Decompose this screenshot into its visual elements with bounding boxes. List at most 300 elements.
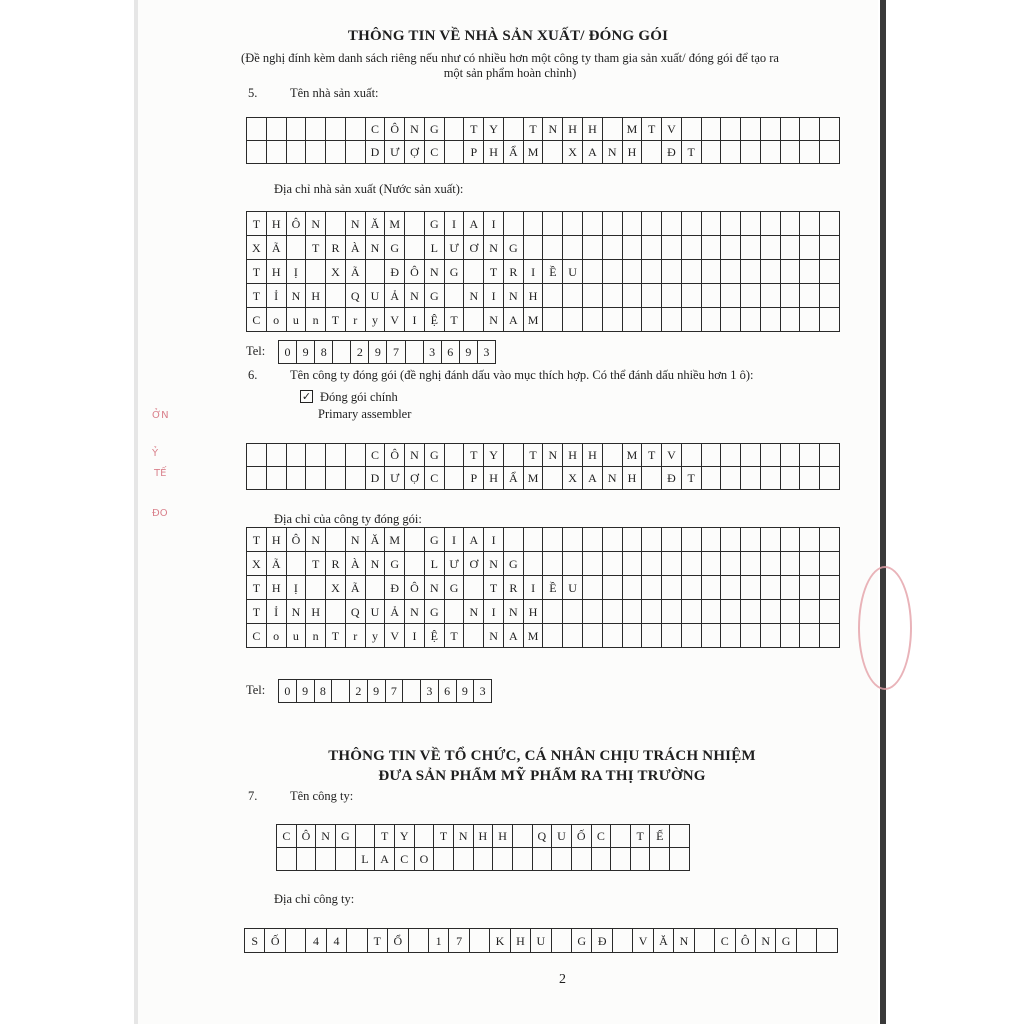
g7name-cell: A xyxy=(375,848,395,871)
assembler-tel-grid xyxy=(278,679,492,703)
g5name-row xyxy=(247,118,840,141)
g6addr-cell xyxy=(741,528,761,552)
g6addr-cell: N xyxy=(365,552,385,576)
g5addr-cell: G xyxy=(385,236,405,260)
g5addr-cell: n xyxy=(306,308,326,332)
g6addr-cell: Q xyxy=(345,600,365,624)
g5name-cell: T xyxy=(464,118,484,141)
g7addr-cell: 4 xyxy=(326,929,346,953)
g5name-cell xyxy=(780,118,800,141)
g6addr-cell xyxy=(583,624,603,648)
g6addr-cell xyxy=(820,624,840,648)
g5name-cell xyxy=(642,141,662,164)
g5addr-cell: G xyxy=(503,236,523,260)
g6addr-row xyxy=(247,528,840,552)
g7name-cell xyxy=(630,848,650,871)
g6addr-cell xyxy=(543,600,563,624)
g5addr-cell xyxy=(800,260,820,284)
tel2-cell: 9 xyxy=(296,680,314,703)
tel1-cell: 2 xyxy=(351,341,369,364)
g6name-cell: Ẩ xyxy=(503,467,523,490)
g5addr-cell xyxy=(642,284,662,308)
g5addr-cell xyxy=(800,308,820,332)
g6addr-cell: V xyxy=(385,624,405,648)
tel2-cell: 7 xyxy=(385,680,403,703)
g5addr-cell xyxy=(820,308,840,332)
g5name-cell xyxy=(780,141,800,164)
g5name-cell: V xyxy=(662,118,682,141)
tel1-cell: 6 xyxy=(441,341,459,364)
g6addr-cell xyxy=(622,624,642,648)
g5addr-cell: M xyxy=(523,308,543,332)
g7addr-cell: Ă xyxy=(653,929,673,953)
g5name-cell: H xyxy=(622,141,642,164)
g6addr-cell: À xyxy=(345,552,365,576)
g6addr-cell xyxy=(800,624,820,648)
g6addr-cell xyxy=(563,600,583,624)
g5addr-cell: H xyxy=(523,284,543,308)
g6addr-cell xyxy=(602,600,622,624)
tel1-row xyxy=(279,341,496,364)
g5addr-cell: T xyxy=(444,308,464,332)
g5addr-cell xyxy=(681,212,701,236)
g6addr-cell xyxy=(662,552,682,576)
g5name-cell xyxy=(701,118,721,141)
g6name-row xyxy=(247,444,840,467)
stamp-glyph-left-4: ĐO xyxy=(152,508,168,519)
g6name-cell xyxy=(345,467,365,490)
g6addr-cell: I xyxy=(484,600,504,624)
g5addr-cell xyxy=(701,260,721,284)
g6addr-cell xyxy=(820,552,840,576)
tel1-cell: 0 xyxy=(279,341,297,364)
g5addr-cell: N xyxy=(345,212,365,236)
g6name-cell: C xyxy=(365,444,385,467)
g6name-cell xyxy=(247,444,267,467)
g5addr-cell: X xyxy=(326,260,346,284)
g5addr-cell: Ệ xyxy=(424,308,444,332)
g6name-cell xyxy=(444,444,464,467)
g5addr-cell: G xyxy=(424,284,444,308)
g6name-cell: H xyxy=(622,467,642,490)
g5addr-cell: U xyxy=(563,260,583,284)
g6addr-cell: G xyxy=(424,600,444,624)
g6addr-cell xyxy=(820,600,840,624)
g6name-cell xyxy=(721,444,741,467)
g5addr-cell xyxy=(543,284,563,308)
g6addr-cell xyxy=(583,528,603,552)
section-title-responsible-party-line-1: THÔNG TIN VỀ TỔ CHỨC, CÁ NHÂN CHỊU TRÁCH NHIỆM xyxy=(328,748,756,764)
g6addr-cell xyxy=(721,552,741,576)
g7addr-cell xyxy=(694,929,714,953)
g6addr-cell xyxy=(760,576,780,600)
g5name-cell xyxy=(345,118,365,141)
g7addr-cell: Đ xyxy=(592,929,612,953)
g6name-cell xyxy=(681,444,701,467)
g6name-cell: P xyxy=(464,467,484,490)
g7addr-cell xyxy=(285,929,305,953)
g6name-cell: G xyxy=(424,444,444,467)
g6addr-cell: y xyxy=(365,624,385,648)
g6addr-cell xyxy=(780,528,800,552)
g5addr-cell: C xyxy=(247,308,267,332)
g5addr-cell xyxy=(780,284,800,308)
g5addr-cell: I xyxy=(405,308,425,332)
g6addr-cell: H xyxy=(266,528,286,552)
tel1-cell: 3 xyxy=(423,341,441,364)
g6addr-cell xyxy=(760,552,780,576)
g5name-cell: M xyxy=(523,141,543,164)
assembler-name-grid xyxy=(246,443,840,490)
g6addr-cell xyxy=(622,600,642,624)
g5addr-cell xyxy=(563,236,583,260)
g6name-cell: N xyxy=(602,467,622,490)
g5name-cell: D xyxy=(365,141,385,164)
g5addr-cell: H xyxy=(266,260,286,284)
g5addr-cell xyxy=(622,260,642,284)
g7name-cell: H xyxy=(473,825,493,848)
g5addr-cell xyxy=(780,236,800,260)
g5addr-cell xyxy=(543,236,563,260)
g5addr-cell xyxy=(642,212,662,236)
g6addr-cell xyxy=(464,624,484,648)
g5addr-cell: Q xyxy=(345,284,365,308)
g6addr-cell xyxy=(780,552,800,576)
g7name-cell: T xyxy=(630,825,650,848)
tel1-cell: 9 xyxy=(369,341,387,364)
g6addr-cell: N xyxy=(464,600,484,624)
item-7-number: 7. xyxy=(248,789,258,803)
g5addr-cell xyxy=(602,260,622,284)
g6name-cell xyxy=(780,467,800,490)
g6addr-cell xyxy=(642,624,662,648)
g6addr-cell xyxy=(642,576,662,600)
g5addr-cell: M xyxy=(385,212,405,236)
g5addr-cell: N xyxy=(424,260,444,284)
g6addr-cell: R xyxy=(326,552,346,576)
g5addr-cell xyxy=(701,284,721,308)
g5addr-cell xyxy=(741,260,761,284)
g6addr-cell: H xyxy=(523,600,543,624)
g6addr-cell: N xyxy=(405,600,425,624)
g6addr-cell xyxy=(523,552,543,576)
g5addr-cell xyxy=(721,308,741,332)
g5name-cell xyxy=(800,118,820,141)
page-number: 2 xyxy=(559,972,566,987)
stamp-glyph-left-2: Ỷ xyxy=(152,448,159,459)
g5name-cell xyxy=(247,118,267,141)
g6addr-cell xyxy=(306,576,326,600)
g6addr-cell: Ư xyxy=(444,552,464,576)
g6addr-cell xyxy=(326,600,346,624)
g6addr-cell xyxy=(721,576,741,600)
g5addr-cell xyxy=(780,260,800,284)
g5addr-cell xyxy=(622,212,642,236)
g6addr-cell: M xyxy=(523,624,543,648)
g6addr-cell xyxy=(405,552,425,576)
g6addr-cell: Ô xyxy=(286,528,306,552)
g5name-cell: G xyxy=(424,118,444,141)
g7addr-cell xyxy=(469,929,489,953)
tel1-cell: 9 xyxy=(459,341,477,364)
g6addr-cell xyxy=(800,576,820,600)
g5addr-cell: A xyxy=(503,308,523,332)
g6addr-cell xyxy=(760,624,780,648)
g5name-cell: N xyxy=(602,141,622,164)
item-5-address-label: Địa chỉ nhà sản xuất (Nước sản xuất): xyxy=(274,182,464,196)
g6addr-cell xyxy=(405,528,425,552)
g6addr-cell: N xyxy=(345,528,365,552)
g5addr-cell xyxy=(780,308,800,332)
g6addr-cell xyxy=(622,552,642,576)
g5addr-cell: Ơ xyxy=(464,236,484,260)
g5addr-cell: Ô xyxy=(286,212,306,236)
tel2-cell xyxy=(332,680,350,703)
g5addr-cell xyxy=(760,236,780,260)
g7name-cell xyxy=(335,848,355,871)
g5addr-cell: N xyxy=(286,284,306,308)
g5name-cell: H xyxy=(563,118,583,141)
g5addr-cell: I xyxy=(444,212,464,236)
tel2-cell xyxy=(403,680,421,703)
g6addr-cell xyxy=(602,552,622,576)
g6addr-row xyxy=(247,552,840,576)
g6addr-cell xyxy=(681,528,701,552)
tel2-cell: 9 xyxy=(456,680,474,703)
g5name-cell xyxy=(760,141,780,164)
g6addr-cell: U xyxy=(563,576,583,600)
g6addr-cell: T xyxy=(306,552,326,576)
g5addr-cell xyxy=(405,236,425,260)
g7name-cell xyxy=(611,848,631,871)
g6addr-cell: Ã xyxy=(266,552,286,576)
g5addr-cell xyxy=(602,284,622,308)
g6addr-cell xyxy=(681,552,701,576)
g6addr-cell xyxy=(681,624,701,648)
g6addr-cell: N xyxy=(503,600,523,624)
g6name-cell xyxy=(800,467,820,490)
g6addr-cell xyxy=(563,528,583,552)
g5addr-cell: A xyxy=(464,212,484,236)
g6addr-cell: G xyxy=(503,552,523,576)
g5name-cell: X xyxy=(563,141,583,164)
g6name-cell xyxy=(760,467,780,490)
g5addr-cell: L xyxy=(424,236,444,260)
g5addr-cell xyxy=(326,212,346,236)
g5name-cell xyxy=(800,141,820,164)
g6addr-cell xyxy=(444,600,464,624)
g6addr-cell xyxy=(741,576,761,600)
g6addr-cell xyxy=(701,528,721,552)
g5name-cell xyxy=(741,118,761,141)
g6name-row xyxy=(247,467,840,490)
g5addr-cell: T xyxy=(484,260,504,284)
g5addr-cell xyxy=(642,308,662,332)
g5addr-cell xyxy=(701,236,721,260)
tel1-cell: 3 xyxy=(477,341,495,364)
g5addr-cell xyxy=(721,212,741,236)
g6name-cell: D xyxy=(365,467,385,490)
g5addr-cell: R xyxy=(503,260,523,284)
g5addr-cell: Ị xyxy=(286,260,306,284)
g6name-cell xyxy=(286,467,306,490)
g5addr-cell xyxy=(543,212,563,236)
g7name-cell: N xyxy=(316,825,336,848)
g5addr-row xyxy=(247,212,840,236)
g6addr-cell: I xyxy=(405,624,425,648)
g6name-cell xyxy=(800,444,820,467)
g5name-row xyxy=(247,141,840,164)
g7name-cell xyxy=(611,825,631,848)
g6name-cell: M xyxy=(622,444,642,467)
g6addr-cell: G xyxy=(424,528,444,552)
g7addr-cell xyxy=(817,929,838,953)
g6addr-cell xyxy=(662,576,682,600)
g5name-cell: P xyxy=(464,141,484,164)
tel2-cell: 3 xyxy=(421,680,439,703)
g5name-cell: T xyxy=(681,141,701,164)
g6addr-cell xyxy=(820,576,840,600)
g5addr-cell xyxy=(681,260,701,284)
g5name-cell: Ợ xyxy=(405,141,425,164)
g7addr-cell: Ố xyxy=(265,929,285,953)
g7addr-cell: K xyxy=(490,929,510,953)
g5addr-cell xyxy=(622,236,642,260)
g5name-cell: Ô xyxy=(385,118,405,141)
g5name-cell xyxy=(543,141,563,164)
g5addr-cell xyxy=(602,308,622,332)
g5addr-cell xyxy=(622,308,642,332)
g5addr-cell xyxy=(800,284,820,308)
g6addr-cell xyxy=(543,552,563,576)
g5addr-cell xyxy=(820,260,840,284)
g6addr-cell xyxy=(780,600,800,624)
g5addr-cell xyxy=(741,212,761,236)
primary-assembler-checkbox[interactable]: ✓ xyxy=(301,390,312,403)
g5addr-cell xyxy=(721,260,741,284)
g6name-cell xyxy=(444,467,464,490)
g5addr-cell xyxy=(583,260,603,284)
g7addr-cell: T xyxy=(367,929,387,953)
tel2-cell: 6 xyxy=(438,680,456,703)
g7addr-cell: 1 xyxy=(428,929,448,953)
g7name-cell: L xyxy=(355,848,375,871)
g6addr-cell xyxy=(820,528,840,552)
g6addr-cell: T xyxy=(444,624,464,648)
g6addr-cell xyxy=(602,576,622,600)
g5name-cell xyxy=(345,141,365,164)
g5addr-cell: Ô xyxy=(405,260,425,284)
g7name-cell xyxy=(493,848,513,871)
g5name-cell xyxy=(721,141,741,164)
g5addr-cell xyxy=(681,236,701,260)
g7name-cell: U xyxy=(552,825,572,848)
g6addr-cell: C xyxy=(247,624,267,648)
item-6-number: 6. xyxy=(248,368,258,382)
g6addr-cell xyxy=(760,600,780,624)
g7name-cell: Y xyxy=(394,825,414,848)
g6addr-cell: N xyxy=(306,528,326,552)
g5addr-cell: Ă xyxy=(365,212,385,236)
manufacturer-tel-grid xyxy=(278,340,496,364)
g6addr-cell xyxy=(563,552,583,576)
g6addr-cell: H xyxy=(306,600,326,624)
g5addr-cell xyxy=(286,236,306,260)
g5addr-cell xyxy=(503,212,523,236)
tel1-cell: 7 xyxy=(387,341,405,364)
g6addr-cell xyxy=(662,624,682,648)
g6addr-cell: Ả xyxy=(385,600,405,624)
g5name-cell xyxy=(820,118,840,141)
g5name-cell: T xyxy=(642,118,662,141)
g6name-cell xyxy=(306,467,326,490)
company-address-grid xyxy=(244,928,838,953)
g6addr-cell xyxy=(622,528,642,552)
g5addr-cell xyxy=(721,284,741,308)
item-5-label: Tên nhà sản xuất: xyxy=(290,86,379,100)
g7name-cell: C xyxy=(277,825,297,848)
g6addr-cell: Ô xyxy=(405,576,425,600)
g7name-cell: Ế xyxy=(650,825,670,848)
g6name-cell: V xyxy=(662,444,682,467)
g7addr-cell xyxy=(551,929,571,953)
g5name-cell: N xyxy=(405,118,425,141)
g5addr-cell xyxy=(602,236,622,260)
g5addr-cell xyxy=(820,236,840,260)
g6addr-cell xyxy=(326,528,346,552)
section-title-manufacturer: THÔNG TIN VỀ NHÀ SẢN XUẤT/ ĐÓNG GÓI xyxy=(347,28,669,44)
g5addr-cell xyxy=(741,284,761,308)
g6addr-cell: N xyxy=(424,576,444,600)
g5name-cell xyxy=(266,141,286,164)
tel2-cell: 2 xyxy=(350,680,368,703)
tel2-row xyxy=(279,680,492,703)
g5addr-cell xyxy=(583,284,603,308)
g5addr-cell xyxy=(523,212,543,236)
g6addr-row xyxy=(247,576,840,600)
g7name-cell: T xyxy=(375,825,395,848)
g5addr-cell: N xyxy=(405,284,425,308)
g7name-cell xyxy=(473,848,493,871)
g5addr-cell xyxy=(405,212,425,236)
g6addr-cell xyxy=(681,576,701,600)
g5addr-row xyxy=(247,284,840,308)
g5name-cell xyxy=(286,141,306,164)
stamp-glyph-left-1: ỞN xyxy=(152,410,169,421)
g6addr-cell xyxy=(602,528,622,552)
g7name-cell: T xyxy=(434,825,454,848)
g6addr-cell: G xyxy=(385,552,405,576)
g6name-cell xyxy=(741,444,761,467)
g5name-cell xyxy=(820,141,840,164)
g5addr-cell xyxy=(721,236,741,260)
g6name-cell xyxy=(701,467,721,490)
g6addr-cell: n xyxy=(306,624,326,648)
g5addr-cell: R xyxy=(326,236,346,260)
g6addr-cell: I xyxy=(444,528,464,552)
g5addr-cell: r xyxy=(345,308,365,332)
g6addr-cell: T xyxy=(247,576,267,600)
g6addr-cell xyxy=(741,624,761,648)
g7name-cell xyxy=(532,848,552,871)
g6name-cell xyxy=(266,467,286,490)
g6name-cell xyxy=(306,444,326,467)
g6addr-cell xyxy=(543,528,563,552)
g5name-cell xyxy=(741,141,761,164)
g6addr-cell xyxy=(365,576,385,600)
g6name-cell: C xyxy=(424,467,444,490)
g7addr-cell: S xyxy=(245,929,265,953)
